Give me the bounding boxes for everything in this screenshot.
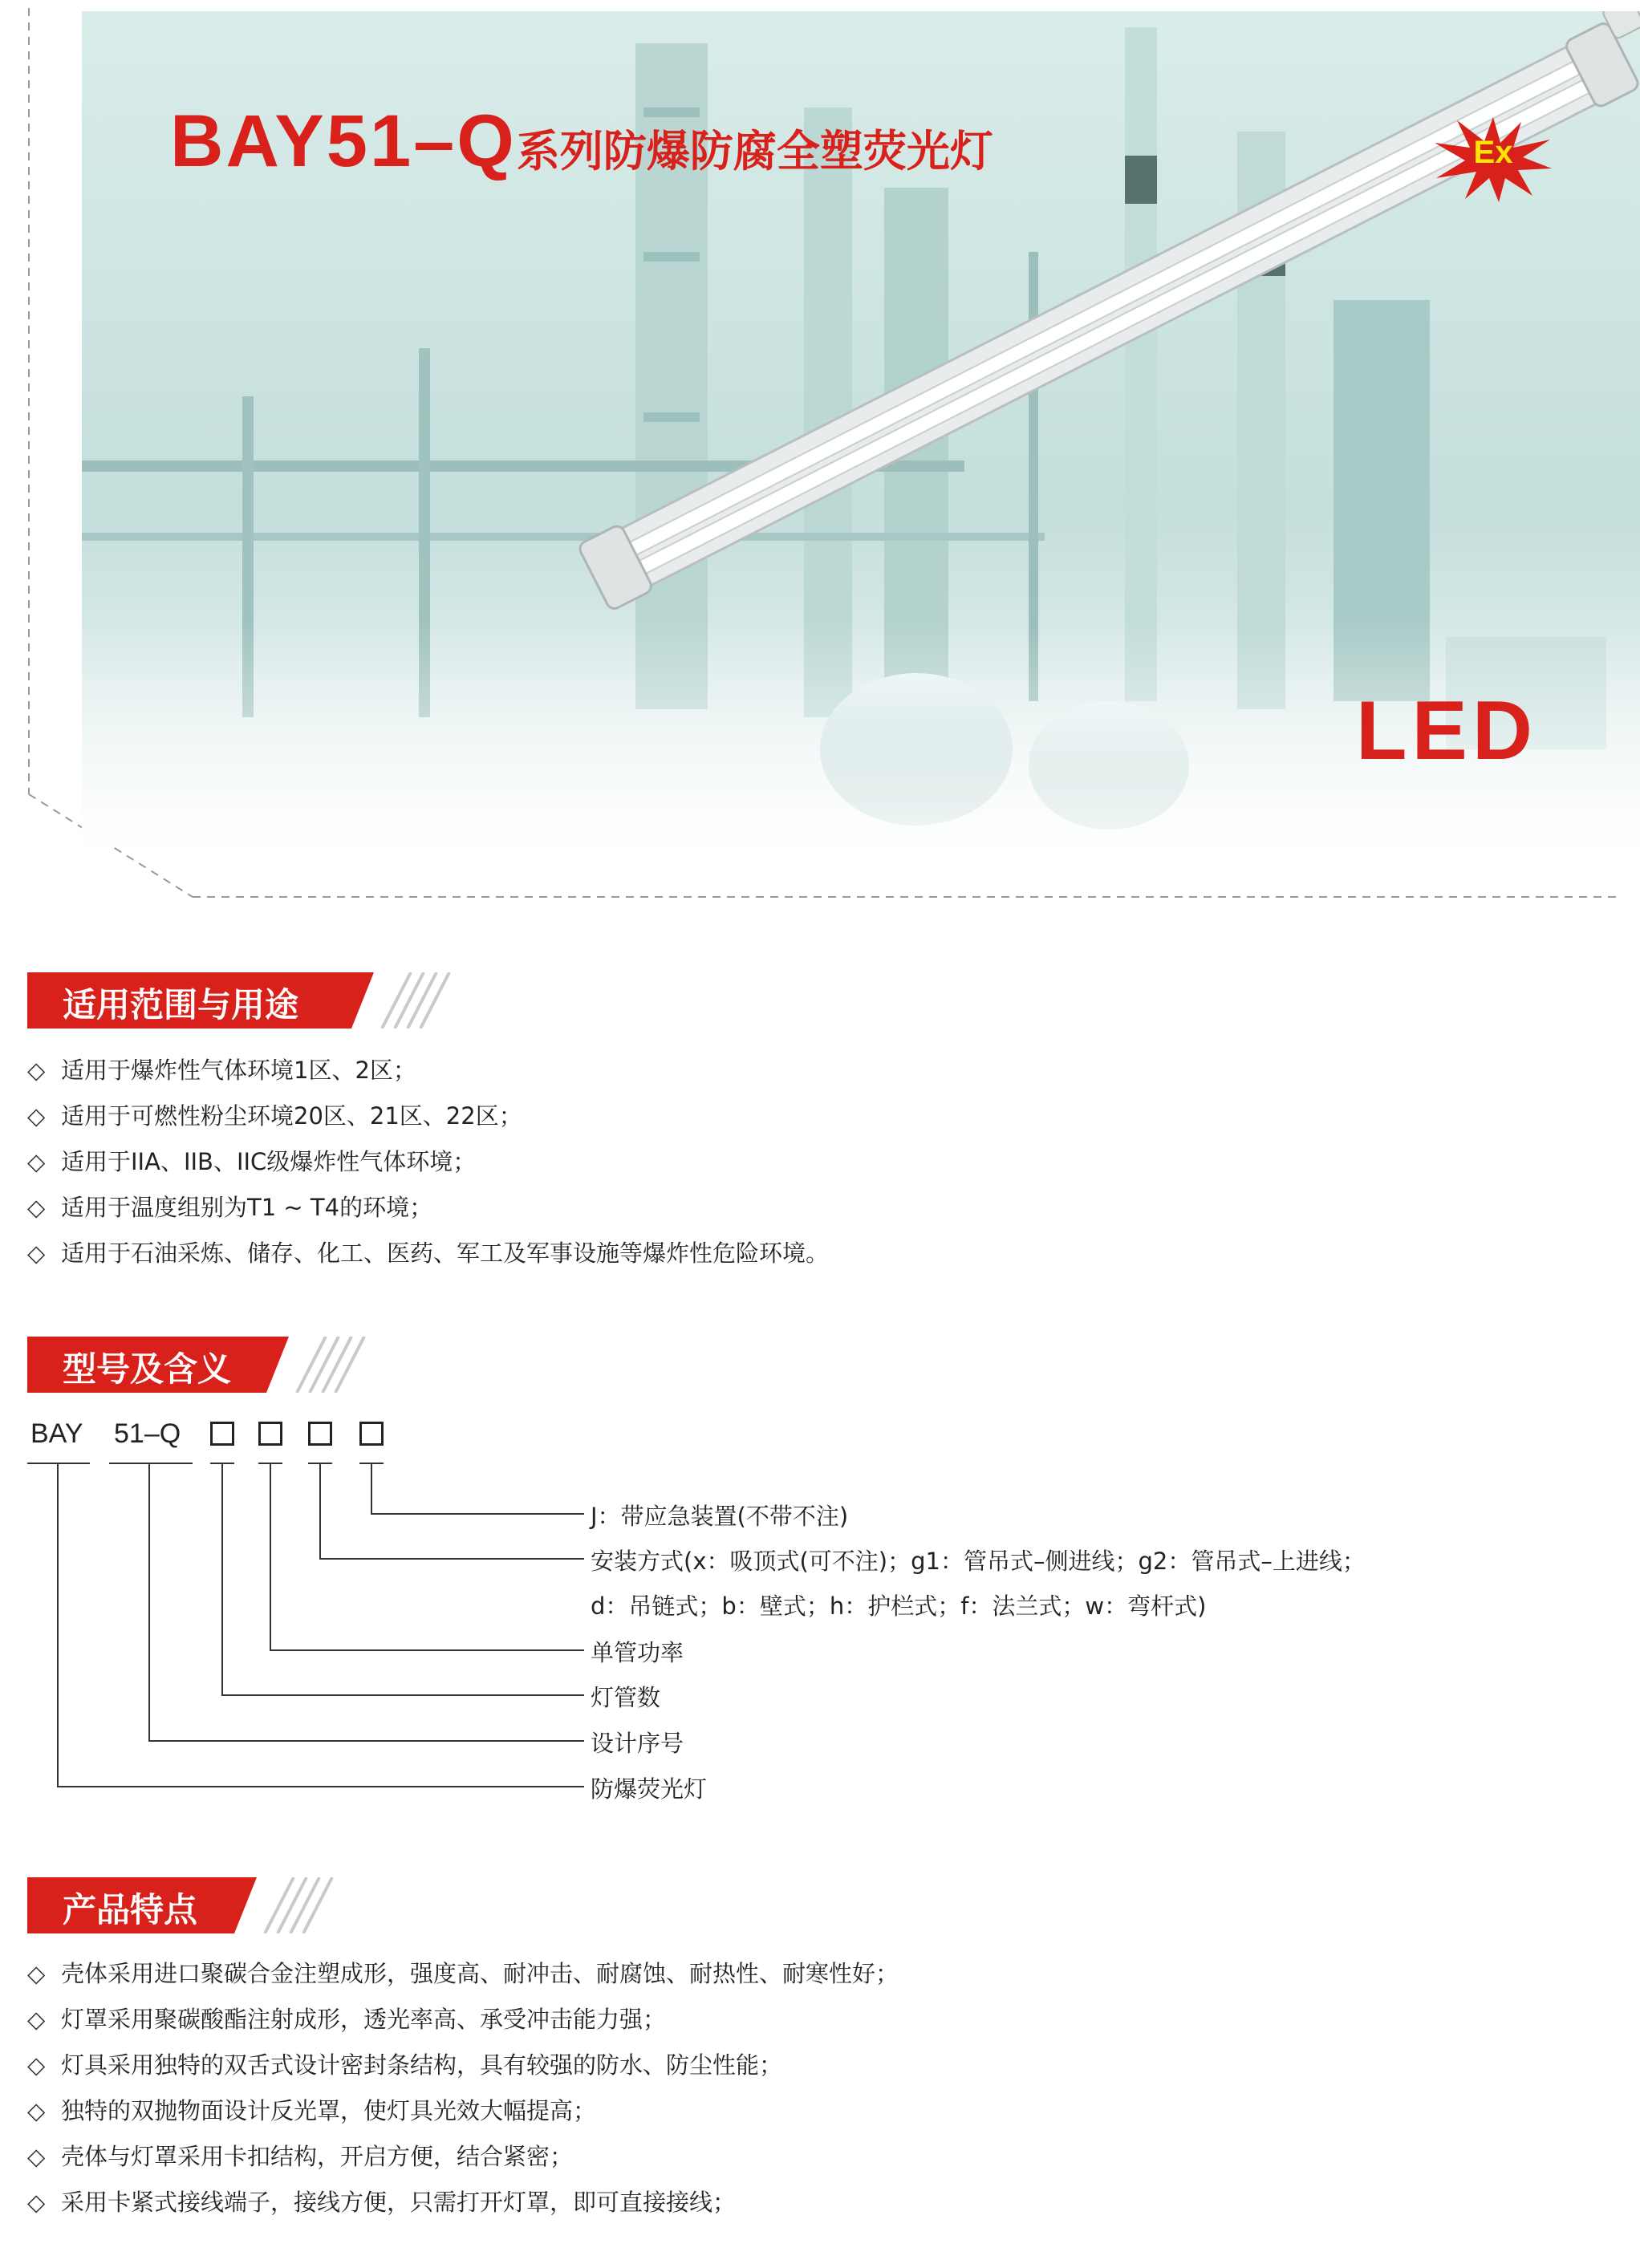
diamond-bullet-icon: ◇ [27,1194,46,1221]
diamond-bullet-icon: ◇ [27,1057,46,1084]
list-item: ◇ 适用于IIA、IIB、IIC级爆炸性气体环境； [27,1139,829,1185]
model-code-prefix: BAY [30,1418,83,1449]
diamond-bullet-icon: ◇ [27,1148,46,1175]
features-list [27,1951,899,2225]
list-item: ◇ 灯罩采用聚碳酸酯注射成形，透光率高、承受冲击能力强； [27,1997,899,2043]
diamond-bullet-icon: ◇ [27,2006,46,2033]
section-title-usage: 适用范围与用途 [63,985,299,1024]
stripe-decoration [233,1877,337,1933]
list-item: ◇ 壳体采用进口聚碳合金注塑成形，强度高、耐冲击、耐腐蚀、耐热性、耐寒性好； [27,1951,899,1997]
model-desc-mounting-cont: d：吊链式；b：壁式；h：护栏式；f：法兰式；w：弯杆式) [591,1592,1207,1620]
model-desc-emergency: J：带应急装置(不带不注) [591,1503,849,1530]
model-desc-product-type: 防爆荧光灯 [591,1775,708,1803]
diamond-bullet-icon: ◇ [27,1960,46,1987]
list-item: ◇ 适用于温度组别为T1 ~ T4的环境； [27,1185,829,1231]
list-item: ◇ 采用卡紧式接线端子，接线方便，只需打开灯罩，即可直接接线； [27,2180,899,2225]
list-item: ◇ 适用于爆炸性气体环境1区、2区； [27,1048,829,1093]
section-title-features: 产品特点 [63,1890,198,1929]
model-desc-mounting: 安装方式(x：吸顶式(可不注)；g1：管吊式–侧进线；g2：管吊式–上进线； [591,1548,1366,1575]
diamond-bullet-icon: ◇ [27,2189,46,2216]
list-item: ◇ 灯具采用独特的双舌式设计密封条结构，具有较强的防水、防尘性能； [27,2043,899,2088]
product-series-name: 系列防爆防腐全塑荧光灯 [516,126,993,176]
model-desc-power: 单管功率 [591,1639,684,1666]
diamond-bullet-icon: ◇ [27,2097,46,2124]
ex-badge-text: Ex [1473,135,1513,170]
product-model: BAY51–Q [170,100,517,182]
diamond-bullet-icon: ◇ [27,2051,46,2079]
section-title-model: 型号及含义 [63,1349,232,1389]
diamond-bullet-icon: ◇ [27,1102,46,1130]
model-code-series: 51–Q [114,1418,181,1449]
model-desc-design-number: 设计序号 [591,1730,684,1757]
list-item: ◇ 独特的双抛物面设计反光罩，使灯具光效大幅提高； [27,2088,899,2134]
diamond-bullet-icon: ◇ [27,1239,46,1267]
led-label: LED [1356,684,1537,777]
list-item: ◇ 壳体与灯罩采用卡扣结构，开启方便，结合紧密； [27,2134,899,2180]
diamond-bullet-icon: ◇ [27,2143,46,2170]
list-item: ◇ 适用于可燃性粉尘环境20区、21区、22区； [27,1093,829,1139]
list-item: ◇ 适用于石油采炼、储存、化工、医药、军工及军事设施等爆炸性危险环境。 [27,1231,829,1276]
model-desc-tube-count: 灯管数 [591,1684,661,1711]
